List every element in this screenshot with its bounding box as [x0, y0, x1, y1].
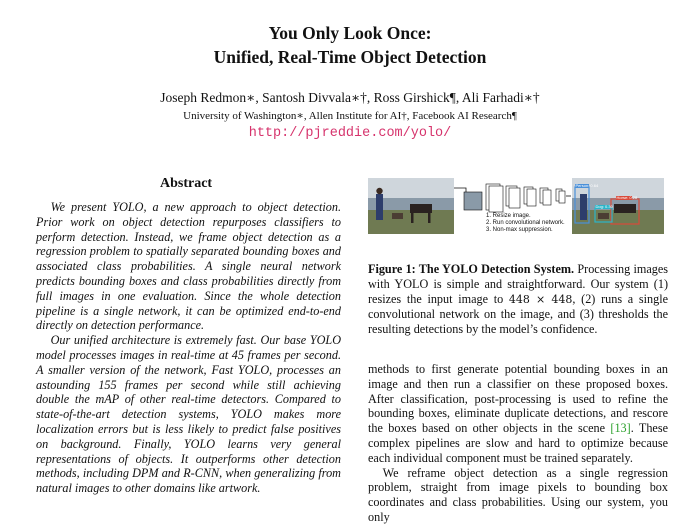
- horse-label: Horse: 0.28: [616, 195, 638, 200]
- affiliations: University of Washington∗, Allen Institute for AI†, Facebook AI Research¶: [183, 110, 517, 122]
- caption-dimension: 448 × 448: [508, 292, 573, 306]
- abstract-body: [36, 200, 341, 496]
- intro-paragraph-1: [368, 362, 668, 466]
- caption-text-2: , (2) runs a single convolutional network on the image, and (3) thresholds the resulting detections by the model’s confidence.: [368, 291, 668, 337]
- intro-paragraph-1-start: methods to first generate potential bounding boxes in an image and then run a classifier on these proposed boxes. After classification, post-processing is used to refine the bounding boxes, eliminate duplicate detections, and rescore the boxes based on other objects in the scene: [368, 362, 668, 436]
- title-line-1: You Only Look Once:: [268, 23, 432, 43]
- step-3: 3. Non-max suppression.: [486, 227, 553, 233]
- abstract-heading: Abstract: [160, 176, 213, 191]
- yolo-detection-figure: [366, 176, 670, 238]
- intro-paragraph-1-end: . These complex pipelines are slow and hard to optimize because each individual component must be trained separately.: [368, 421, 668, 465]
- input-image: [368, 178, 454, 234]
- caption-text-1: Processing images with YOLO is simple and straightforward. Our system (1) resizes the input image to: [368, 262, 668, 306]
- output-image: [572, 178, 664, 234]
- step-1: 1. Resize image.: [486, 213, 531, 219]
- caption-label: Figure 1: The YOLO Detection System.: [368, 262, 575, 276]
- step-2: 2. Run convolutional network.: [486, 220, 565, 226]
- abstract-paragraph-1: We present YOLO, a new approach to object detection. Prior work on object detection repurposes classifiers to perform detection. Instead, we frame object detection as a regression problem to spatially separated bounding boxes and associated class probabilities. A single neural network predicts bounding boxes and class probabilities directly from full images in one evaluation. Since the whole detection pipeline is a single network, it can be optimized end-to-end directly on detection performance.: [36, 200, 341, 333]
- person-label: Person: 0.64: [575, 183, 599, 188]
- citation-link[interactable]: [13]: [610, 421, 631, 436]
- authors: Joseph Redmon∗, Santosh Divvala∗†, Ross Girshick¶, Ali Farhadi∗†: [160, 90, 540, 105]
- figure-illustration: [366, 176, 670, 238]
- conv-network-icon: [486, 184, 565, 212]
- paper-title: [0, 21, 700, 69]
- title-line-2: Unified, Real-Time Object Detection: [213, 47, 487, 67]
- figure-caption: [368, 262, 668, 337]
- project-url-link[interactable]: http://pjreddie.com/yolo/: [248, 126, 452, 141]
- dog-label: Dog: 0.30: [595, 204, 613, 209]
- abstract-paragraph-2: Our unified architecture is extremely fast. Our base YOLO model processes images in real-time at 45 frames per second. A smaller version of the network, Fast YOLO, processes an astounding 155 frames per second while still achieving double the mAP of other real-time detectors. Compared to state-of-the-art detection systems, YOLO makes more localization errors but is less likely to predict false positives on background. Finally, YOLO learns very general representations of objects. It outperforms other detection methods, including DPM and R-CNN, when generalizing from natural images to other domains like artwork.: [36, 333, 341, 496]
- resized-image: [464, 192, 482, 210]
- intro-body: [368, 362, 668, 525]
- intro-paragraph-2: We reframe object detection as a single regression problem, straight from image pixels to bounding box coordinates and class probabilities. Using our system, you only: [368, 465, 668, 524]
